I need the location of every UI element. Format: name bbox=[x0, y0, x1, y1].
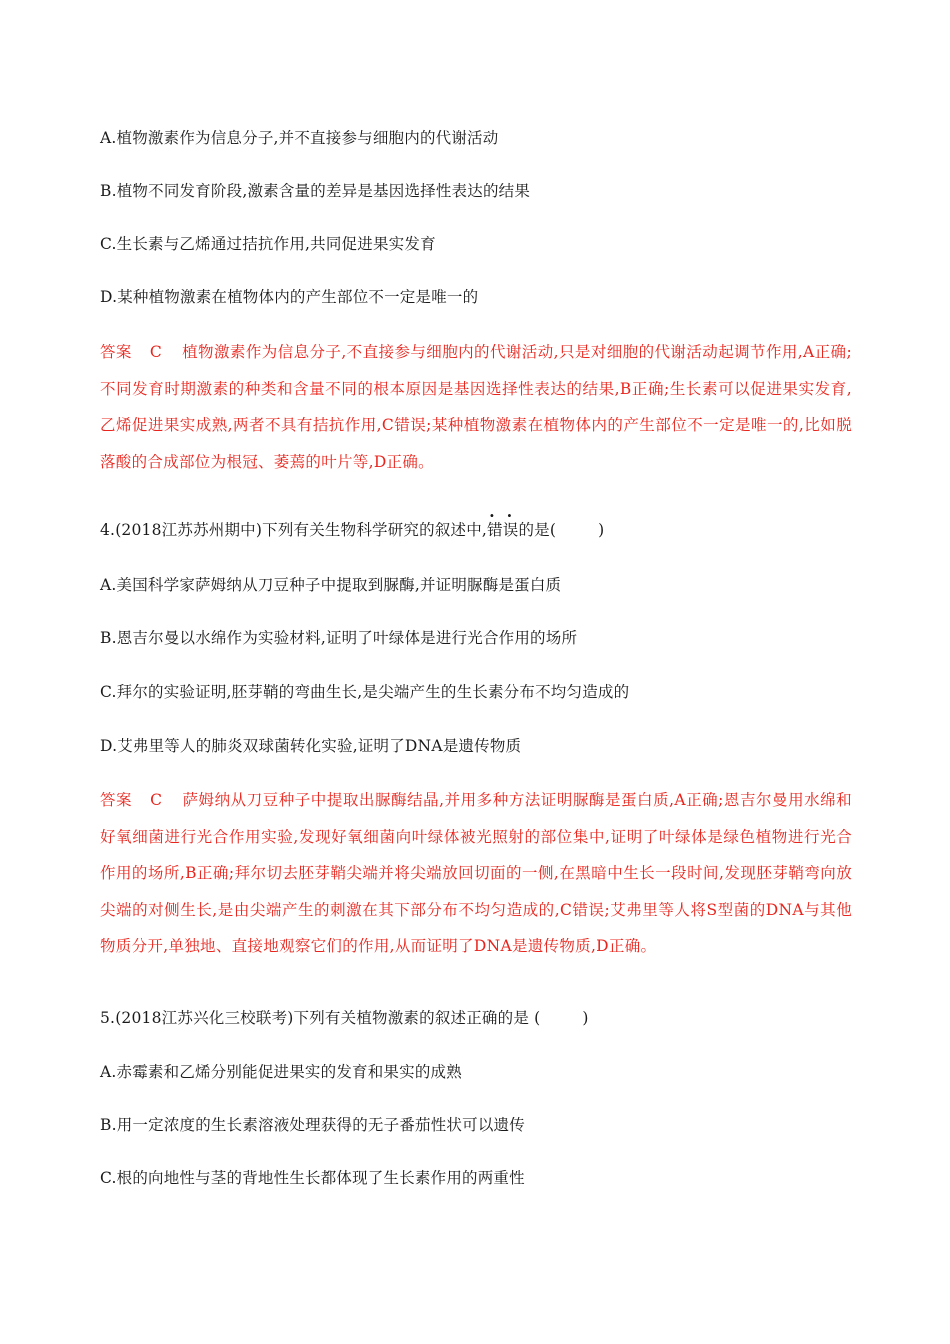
q4-stem-emphasis: · · 错误 bbox=[487, 520, 518, 540]
answer-label: 答案 bbox=[100, 343, 132, 361]
q3-option-c: C.生长素与乙烯通过拮抗作用,共同促进果实发育 bbox=[100, 235, 436, 253]
q3-option-a: A.植物激素作为信息分子,并不直接参与细胞内的代谢活动 bbox=[100, 129, 499, 147]
q3-option-b: B.植物不同发育阶段,激素含量的差异是基因选择性表达的结果 bbox=[100, 182, 531, 200]
answer-letter: C bbox=[149, 343, 163, 361]
q4-stem-tail: 的是( bbox=[518, 521, 557, 539]
q3-answer bbox=[100, 334, 852, 480]
answer-explanation: 植物激素作为信息分子,不直接参与细胞内的代谢活动,只是对细胞的代谢活动起调节作用,A正确;不同发育时期激素的种类和含量不同的根本原因是基因选择性表达的结果,B正确;生长素可以促进果实发育,乙烯促进果实成熟,两者不具有拮抗作用,C错误;某种植物激素在植物体内的产生部位不一定是唯一的,比如脱落酸的合成部位为根冠、萎蔫的叶片等,D正确。 bbox=[100, 343, 852, 471]
q3-option-d: D.某种植物激素在植物体内的产生部位不一定是唯一的 bbox=[100, 288, 479, 306]
q5-option-c: C.根的向地性与茎的背地性生长都体现了生长素作用的两重性 bbox=[100, 1169, 525, 1187]
answer-label: 答案 bbox=[100, 791, 133, 809]
q4-option-c: C.拜尔的实验证明,胚芽鞘的弯曲生长,是尖端产生的生长素分布不均匀造成的 bbox=[100, 683, 630, 701]
q5-stem-close: ) bbox=[582, 1009, 589, 1027]
q5-option-b: B.用一定浓度的生长素溶液处理获得的无子番茄性状可以遗传 bbox=[100, 1116, 525, 1134]
answer-explanation: 萨姆纳从刀豆种子中提取出脲酶结晶,并用多种方法证明脲酶是蛋白质,A正确;恩吉尔曼用水绵和好氧细菌进行光合作用实验,发现好氧细菌向叶绿体被光照射的部位集中,证明了叶绿体是绿色植物进行光合作用的场所,B正确;拜尔切去胚芽鞘尖端并将尖端放回切面的一侧,在黑暗中生长一段时间,发现胚芽鞘弯向放尖端的对侧生长,是由尖端产生的刺激在其下部分布不均匀造成的,C错误;艾弗里等人将S型菌的DNA与其他物质分开,单独地、直接地观察它们的作用,从而证明了DNA是遗传物质,D正确。 bbox=[100, 791, 852, 955]
q4-stem-text: 4.(2018江苏苏州期中)下列有关生物科学研究的叙述中, bbox=[100, 521, 488, 539]
answer-letter: C bbox=[150, 791, 163, 809]
q5-stem bbox=[100, 1008, 860, 1028]
q4-option-b: B.恩吉尔曼以水绵作为实验材料,证明了叶绿体是进行光合作用的场所 bbox=[100, 629, 578, 647]
q5-option-a: A.赤霉素和乙烯分别能促进果实的发育和果实的成熟 bbox=[100, 1063, 462, 1081]
q4-answer bbox=[100, 782, 852, 965]
q4-option-d: D.艾弗里等人的肺炎双球菌转化实验,证明了DNA是遗传物质 bbox=[100, 737, 522, 755]
q4-stem bbox=[100, 520, 860, 540]
q5-stem-text: 5.(2018江苏兴化三校联考)下列有关植物激素的叙述正确的是 ( bbox=[100, 1009, 541, 1027]
q4-option-a: A.美国科学家萨姆纳从刀豆种子中提取到脲酶,并证明脲酶是蛋白质 bbox=[100, 576, 562, 594]
q4-stem-close: ) bbox=[598, 521, 605, 539]
